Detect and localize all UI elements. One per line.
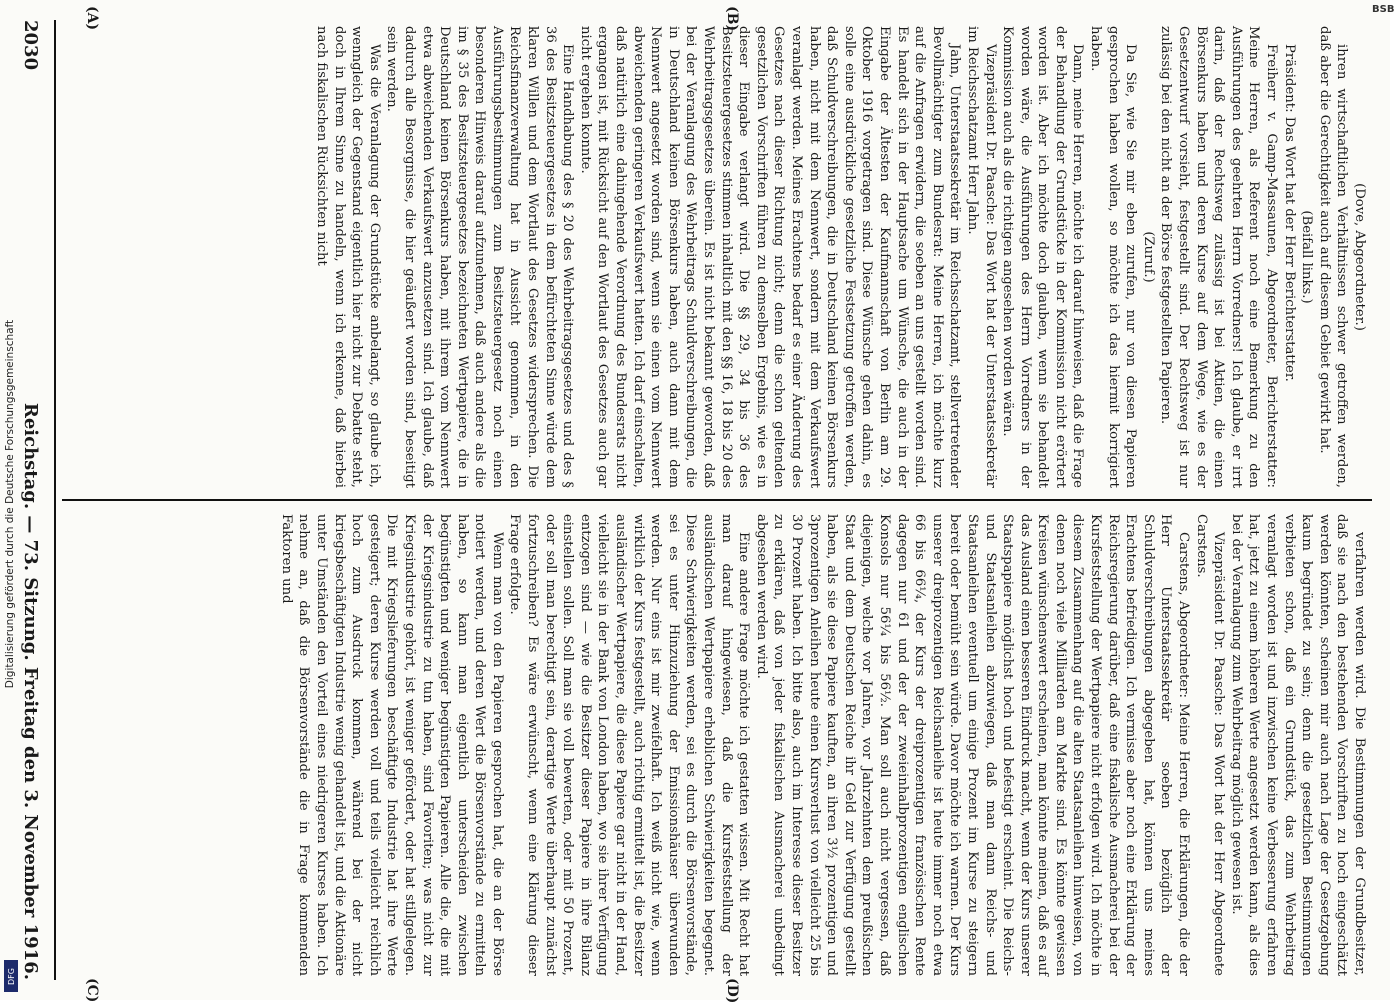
paragraph: Dann, meine Herren, möchte ich darauf hinweisen, daß die Frage der Behandlung der Grundstücke in der Kommission nicht erörtert worden ist. Aber ich möchte doch glauben, wenn sie behandelt worden wäre, die Ausführungen des Herrn Vorredners in der Kommission auch als die richtigen angesehen worden wären. bbox=[1000, 26, 1086, 488]
paragraph: Vizepräsident Dr. Paasche: Das Wort hat der Herr Abgeordnete Carstens. bbox=[1193, 514, 1227, 976]
interjection: (Zuruf.) bbox=[1140, 231, 1156, 283]
margin-marker-a: (A) bbox=[84, 6, 100, 31]
paragraph: Eine Handhabung des § 20 des Wehrbeitragsgesetzes und des § 36 des Besitzsteuergesetzes in dem befürchteten Sinne würde dem klaren Willen und dem Wortlaut des Gesetzes widersprechen. Die Reichsfinanzverwaltung hat in Aussicht genommen, in den Ausführungsbestimmungen zum Besitzsteuergesetz noch einen besonderen Hinweis darauf aufzunehmen, daß auch andere als die im § 35 des Besitzsteuergesetzes bezeichneten Wertpapiere, die in Deutschland keinen Börsenkurs haben, mit ihrem vom Nennwert etwa abweichenden Verkaufswert anzusetzen sind. Ich glaube, daß dadurch alle Besorgnisse, die hier geäußert worden sind, beseitigt sein werden. bbox=[384, 26, 576, 488]
digitization-note: Digitalisierung gefördert durch die Deutsche Forschungsgemeinschaft bbox=[4, 319, 16, 689]
paragraph: Carstens, Abgeordneter: Meine Herren, die Erklärungen, die der Herr Unterstaatssekretär soeben bezüglich der Schuldverschreibungen abgegeben hat, können uns meines Erachtens befriedigen. Ich vermisse aber noch eine Erklärung der Reichsregierung darüber, daß eine fiskalische Ausmacherei bei der Kursfeststellung der Wertpapiere nicht erfolgen wird. Ich möchte in diesem Zusammenhang auf die alten Staatsanleihen hinweisen, von denen noch viele Milliarden am Markte sind. Es könnte gewissen Kreisen wünschenswert erscheinen, man könnte meinen, daß es auf das Ausland einen besseren Eindruck macht, wenn der Kurs unserer Staatspapiere möglichst hoch und befestigt erscheint. Die Reichs- und Staatsanleihen abzuwiegen, daß man dann Reichs- und Staatsanleihen eventuell um einige Prozent im Kurse zu steigern bereit oder bemüht sein würde. Davor möchte ich warnen. Der Kurs unserer dreiprozentigen Reichsanleihe ist heute immer noch etwa 66 bis 66¼, der Kurs der dreiprozentigen französischen Rente dagegen nur 61 und der der zweieinhalbprozentigen englischen Konsols nur 56¼ bis 56½. Man soll auch nicht vergessen, daß diejenigen, welche vor Jahren, vor Jahrzehnten dem preußischen Staat und dem Deutschen Reiche ihr Geld zur Verfügung gestellt haben, als sie diese Papiere kauften, an ihren 3½ prozentigen und 3prozentigen Anleihen heute einen Kursverlust von vielleicht 25 bis 30 Prozent haben. Ich bitte also, auch im Interesse dieser Besitzer zu erklären, daß von jeder fiskalischen Ausmacherei unbedingt abgesehen werden wird. bbox=[753, 514, 1192, 976]
library-mark: BSB bbox=[1372, 4, 1394, 15]
page-title: Reichstag. — 73. Sitzung. Freitag den 3. November 1916. bbox=[20, 402, 42, 980]
interjection: (Beifall links.) bbox=[1299, 210, 1315, 304]
digitization-strip bbox=[0, 8, 22, 988]
right-column bbox=[64, 514, 1368, 976]
paragraph: Was die Veranlagung der Grundstücke anbelangt, so glaube ich, wenngleich der Gegenstand eigentlich hier nicht zur Debatte steht, doch in Ihrem Sinne zu handeln, wenn ich erkenne, daß hierbei nach fiskalischen Rücksichten nicht bbox=[313, 26, 382, 488]
dfg-logo-text: DFG bbox=[6, 967, 16, 985]
paragraph: Präsident: Das Wort hat der Herr Berichterstatter. bbox=[1281, 44, 1297, 382]
paragraph: ihren wirtschaftlichen Verhältnissen schwer getroffen werden, daß aber die Gerechtigkeit auch auf diesem Gebiet gewirkt hat. bbox=[1316, 26, 1350, 488]
margin-marker-c: (C) bbox=[84, 978, 100, 1003]
paragraph: Wenn man von den Papieren gesprochen hat, die an der Börse notiert werden, und deren Wert die Börsenvorstände zu ermitteln haben, so kann man eigentlich unterscheiden zwischen begünstigten und weniger begünstigten Papieren. Alle die, die mit der Kriegsindustrie zu tun haben, sind Favoriten; was nicht zur Kriegsindustrie gehört, ist weniger gefördert, oder hat stillgelegen. Die mit Kriegslieferungen beschäftigte Industrie hat ihre Werte gesteigert; deren Kurse werden voll und teils vielleicht reichlich hoch zum Ausdruck kommen, während bei der nicht kriegsbeschäftigten Industrie wenig gehandelt ist, und die Aktionäre unter Umständen den Vorteil eines niedrigeren Kurses haben. Ich nehme an, daß die Börsenvorstände die in Frage kommenden Faktoren und bbox=[278, 514, 505, 977]
paragraph: Jahn, Unterstaatssekretär im Reichsschatzamt, stellvertretender Bevollmächtigter zum Bundesrat: Meine Herren, ich möchte kurz auf die Anfragen erwidern, die soeben an uns gestellt worden sind. Es handelt sich in der Hauptsache um Wünsche, die auch in der Eingabe der Ältesten der Kaufmannschaft von Berlin am 29. Oktober 1916 vorgetragen sind. Diese Wünsche gehen dahin, es solle eine ausdrückliche gesetzliche Festsetzung getroffen werden, daß Schuldverschreibungen, die in Deutschland keinen Börsenkurs haben, nicht mit dem Nennwert, sondern mit dem Verkaufswert veranlagt werden. Meines Erachtens bedarf es einer Änderung des Gesetzes nach dieser Richtung nicht; denn die schon geltenden gesetzlichen Vorschriften führen zu demselben Ergebnis, wie es in dieser Eingabe verlangt wird. Die §§ 29, 34 bis 36 des Besitzsteuergesetzes stimmen inhaltlich mit den §§ 16, 18 bis 20 des Wehrbeitragsgesetzes überein. Es ist nicht bekannt geworden, daß bei der Veranlagung des Wehrbeitrags Schuldverschreibungen, die in Deutschland keinen Börsenkurs haben, auch dann mit dem Nennwert angesetzt worden sind, wenn sie einen vom Nennwert abweichenden geringeren Verkaufswert hatten. Ich darf einschalten, daß natürlich eine dahingehende Verordnung des Bundesrats nicht ergangen ist, mit Rücksicht auf den Wortlaut des Gesetzes auch gar nicht ergehen konnte. bbox=[577, 26, 963, 488]
paragraph: verfahren werden wird. Die Bestimmungen der Grundbesitzer, daß sie nach den bestehenden Vorschriften zu hoch eingeschätzt werden könnten, scheinen mir auch nach Lage der Gesetzgebung kaum begründet zu sein; denn die gesetzlichen Bestimmungen verbieten schon, daß ein Grundstück, das zum Wehrbeitrag veranlagt worden ist und inzwischen keine Verbesserung erfahren hat, jetzt zu einem höheren Werte angesetzt werden kann, als dies bei der Veranlagung zum Wehrbeitrag möglich gewesen ist. bbox=[1228, 514, 1367, 976]
page-number: 2030 bbox=[20, 20, 42, 71]
header-rule bbox=[54, 20, 56, 980]
left-column bbox=[64, 26, 1368, 488]
column-divider bbox=[62, 499, 1372, 501]
paragraph: Vizepräsident Dr. Paasche: Das Wort hat der Unterstaatssekretär im Reichsschatzamt Herr Jahn. bbox=[964, 26, 998, 488]
speaker-heading: (Dove, Abgeordneter.) bbox=[1352, 183, 1367, 331]
paragraph: Eine andere Frage möchte ich gestatten wissen. Mit Recht hat man darauf hingewiesen, daß die Kursfeststellung der ausländischen Wertpapiere erheblichen Schwierigkeiten begegnet. Diese Schwierigkeiten werden, sei es durch die Börsenvorstände, sei es unter Hinzuziehung der Emissionshäuser überwunden werden. Nur eins ist mir zweifelhaft. Ich weiß nicht wie, wenn wirklich der Kurs festgestellt, auch richtig ermittelt ist, die Besitzer ausländischer Wertpapiere, die diese Papiere gar nicht in der Hand, vielleicht sie in der Bank von London haben, wo sie ihrer Verfügung entzogen sind — wie die Besitzer dieser Papiere in ihre Bilanz einstellen sollen. Soll man sie voll bewerten, oder mit 50 Prozent, oder soll man berechtigt sein, derartige Werte überhaupt zunächst fortzuschreiben? Es wäre erwünscht, wenn eine Klärung dieser Frage erfolgte. bbox=[507, 514, 752, 976]
dfg-logo bbox=[4, 960, 18, 992]
paragraph: Da Sie, wie Sie mir eben zurufen, nur von diesen Papieren gesprochen haben wollen, so möchte ich das hiermit korrigiert haben. bbox=[1088, 26, 1139, 488]
margin-marker-d: (D) bbox=[724, 978, 740, 1003]
paragraph: Freiherr v. Gamp-Massaunen, Abgeordneter, Berichterstatter: Meine Herren, als Referent noch eine Bemerkung zu den Ausführungen des geehrten Herrn Vorredners! Ich glaube, er irrt darin, daß der Rechtsweg zulässig ist bei Aktien, die einen Börsenkurs haben und deren Kurse auf dem Wege, wie es der Gesetzentwurf vorsieht, festgestellt sind. Der Rechtsweg ist nur zulässig bei den nicht an der Börse festgestellten Papieren. bbox=[1158, 26, 1280, 488]
margin-marker-b: (B) bbox=[724, 6, 740, 32]
